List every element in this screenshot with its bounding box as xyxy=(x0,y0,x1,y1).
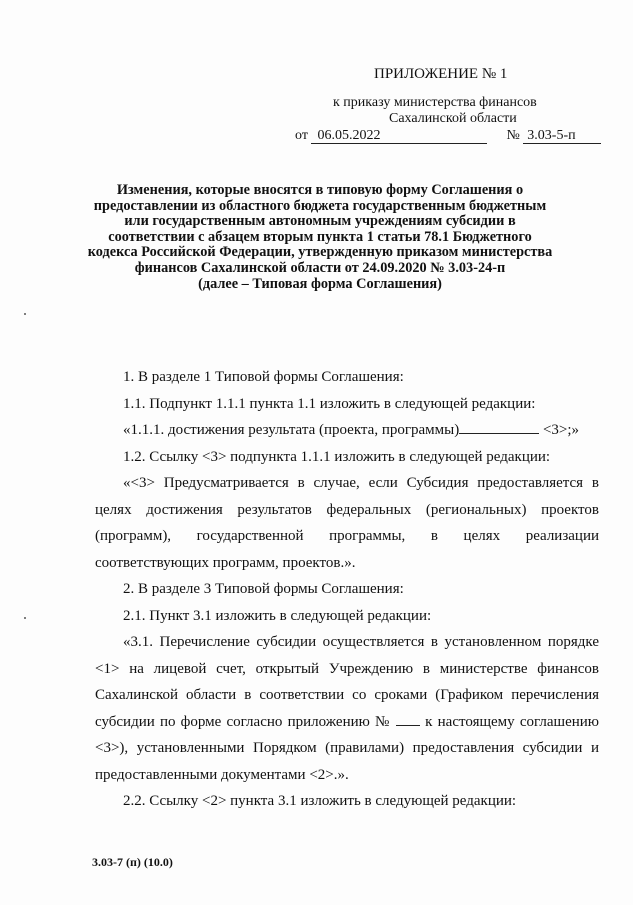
document-title xyxy=(60,183,580,292)
date-prefix: от xyxy=(295,128,308,143)
annex-heading: ПРИЛОЖЕНИЕ № 1 xyxy=(374,66,508,82)
title-line: (далее – Типовая форма Соглашения) xyxy=(198,275,442,292)
paragraph-text: <3>;» xyxy=(539,422,580,438)
title-line: Изменения, которые вносятся в типовую форму Соглашения о xyxy=(116,182,524,198)
paragraph-text: «3.1. Перечисление субсидии осуществляется в установленном порядке <1> на лицевой счет, открытый Учреждению в министерстве финансов Сахалинской области в соответствии со сроками (Графиком перечисления субсидии по форме согласно приложению № xyxy=(95,634,599,730)
scan-speck xyxy=(24,617,26,619)
paragraph: 2.1. Пункт 3.1 изложить в следующей редакции: xyxy=(123,607,432,624)
number-prefix: № xyxy=(506,128,520,143)
order-number: 3.03-5-п xyxy=(523,128,601,144)
scan-speck xyxy=(24,313,26,315)
title-line: или государственным автономным учреждениям субсидии в xyxy=(124,213,516,230)
paragraph: 1.2. Ссылку <3> подпункта 1.1.1 изложить в следующей редакции: xyxy=(123,448,551,465)
title-line: соответствии с абзацем вторым пункта 1 статьи 78.1 Бюджетного xyxy=(108,228,532,245)
paragraph xyxy=(95,629,599,788)
blank-line xyxy=(396,713,420,726)
paragraph: 2. В разделе 3 Типовой формы Соглашения: xyxy=(123,581,404,597)
title-line: кодекса Российской Федерации, утвержденную приказом министерства xyxy=(87,244,553,261)
blank-line xyxy=(459,421,539,434)
paragraph-text: к настоящему соглашению <3>), установленными Порядком (правилами) предоставления субсидии и предоставленными документами <2>.». xyxy=(95,713,600,783)
order-reference-line2: Сахалинской области xyxy=(389,111,517,126)
paragraph xyxy=(95,417,599,444)
paragraph-text: «1.1.1. достижения результата (проекта, программы) xyxy=(123,422,460,438)
order-date-number-row xyxy=(295,128,601,144)
paragraph: 1. В разделе 1 Типовой формы Соглашения: xyxy=(123,369,404,385)
title-line: финансов Сахалинской области от 24.09.2020 № 3.03-24-п xyxy=(134,259,506,276)
order-reference-line1: к приказу министерства финансов xyxy=(333,95,537,110)
paragraph: 1.1. Подпункт 1.1.1 пункта 1.1 изложить в следующей редакции: xyxy=(123,395,536,412)
document-code-footer: 3.03-7 (п) (10.0) xyxy=(92,855,173,869)
title-line: предоставлении из областного бюджета государственным бюджетным xyxy=(93,197,547,214)
paragraph: 2.2. Ссылку <2> пункта 3.1 изложить в следующей редакции: xyxy=(123,793,517,809)
paragraph: «<3> Предусматривается в случае, если Субсидия предоставляется в целях достижения результатов федеральных (региональных) проектов (программ), государственной программы, в целях реализации соответствующих программ, проектов.». xyxy=(95,475,599,571)
order-date: 06.05.2022 xyxy=(311,128,487,144)
document-body xyxy=(95,364,599,815)
